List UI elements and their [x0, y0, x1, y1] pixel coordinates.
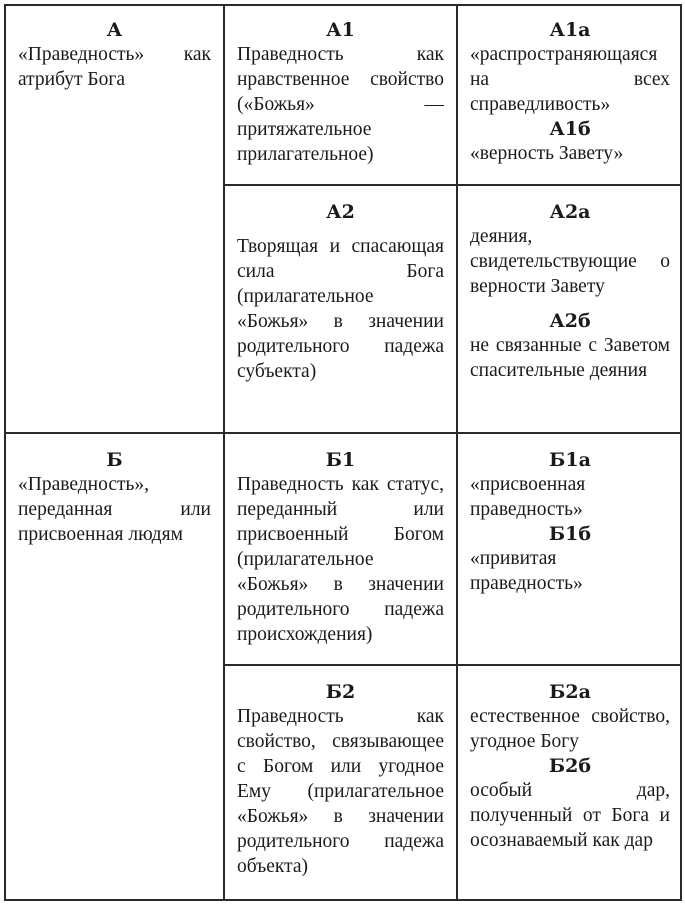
category-text: «Праведность», переданная или присвоенная людям: [18, 474, 211, 545]
sub-text: Творящая и спасающая сила Бога (прилагательное «Божья» в значении родительного падежа субъекта): [237, 236, 444, 382]
category-code: А: [106, 19, 123, 41]
category-text: «Праведность» как атрибут Бога: [18, 44, 211, 90]
row-divider: [4, 432, 682, 434]
category-cell-a: [6, 18, 223, 92]
sub-cell-a1: [225, 18, 456, 167]
detail-cell-b1: [458, 448, 682, 596]
detail-code: А2б: [549, 310, 591, 332]
detail-cell-a1: [458, 18, 682, 166]
detail-text: «присвоенная праведность»: [470, 474, 586, 520]
detail-code: Б1а: [549, 449, 591, 471]
detail-code: Б2б: [548, 755, 592, 777]
detail-code: Б2а: [549, 681, 591, 703]
sub-cell-a2: [225, 200, 456, 384]
category-cell-b: [6, 448, 223, 547]
detail-code: А1б: [549, 118, 591, 140]
sub-cell-b2: [225, 680, 456, 879]
detail-text: деяния, свидетельствующие о верности Завету: [470, 226, 670, 297]
sub-code: Б2: [325, 681, 356, 703]
sub-cell-b1: [225, 448, 456, 647]
sub-text: Праведность как нравственное свойство («Божья» — притяжательное прилагательное): [237, 44, 444, 165]
sub-text: Праведность как статус, переданный или присвоенный Богом (прилагательное «Божья» в значении родительного падежа происхождения): [237, 474, 444, 645]
detail-code: А1а: [549, 19, 591, 41]
row-divider: [223, 184, 682, 186]
sub-code: А1: [326, 19, 355, 41]
sub-code: Б1: [325, 449, 356, 471]
detail-text: «распространяющаяся на всех справедливость»: [470, 44, 670, 115]
detail-text: естественное свойство, угодное Богу: [470, 706, 670, 752]
category-code: Б: [106, 449, 123, 471]
detail-code: А2а: [549, 201, 591, 223]
detail-text: «верность Завету»: [470, 143, 624, 164]
detail-code: Б1б: [548, 523, 592, 545]
detail-cell-b2: [458, 680, 682, 853]
row-divider: [223, 664, 682, 666]
detail-text: не связанные с Заветом спасительные деяния: [470, 335, 670, 381]
detail-text: «привитая праведность»: [470, 548, 583, 594]
detail-cell-a2: [458, 200, 682, 383]
sub-code: А2: [326, 201, 355, 223]
sub-text: Праведность как свойство, связывающее с Богом или угодное Ему (прилагательное «Божья» в значении родительного падежа объекта): [237, 706, 444, 877]
detail-text: особый дар, полученный от Бога и осознаваемый как дар: [470, 780, 670, 851]
